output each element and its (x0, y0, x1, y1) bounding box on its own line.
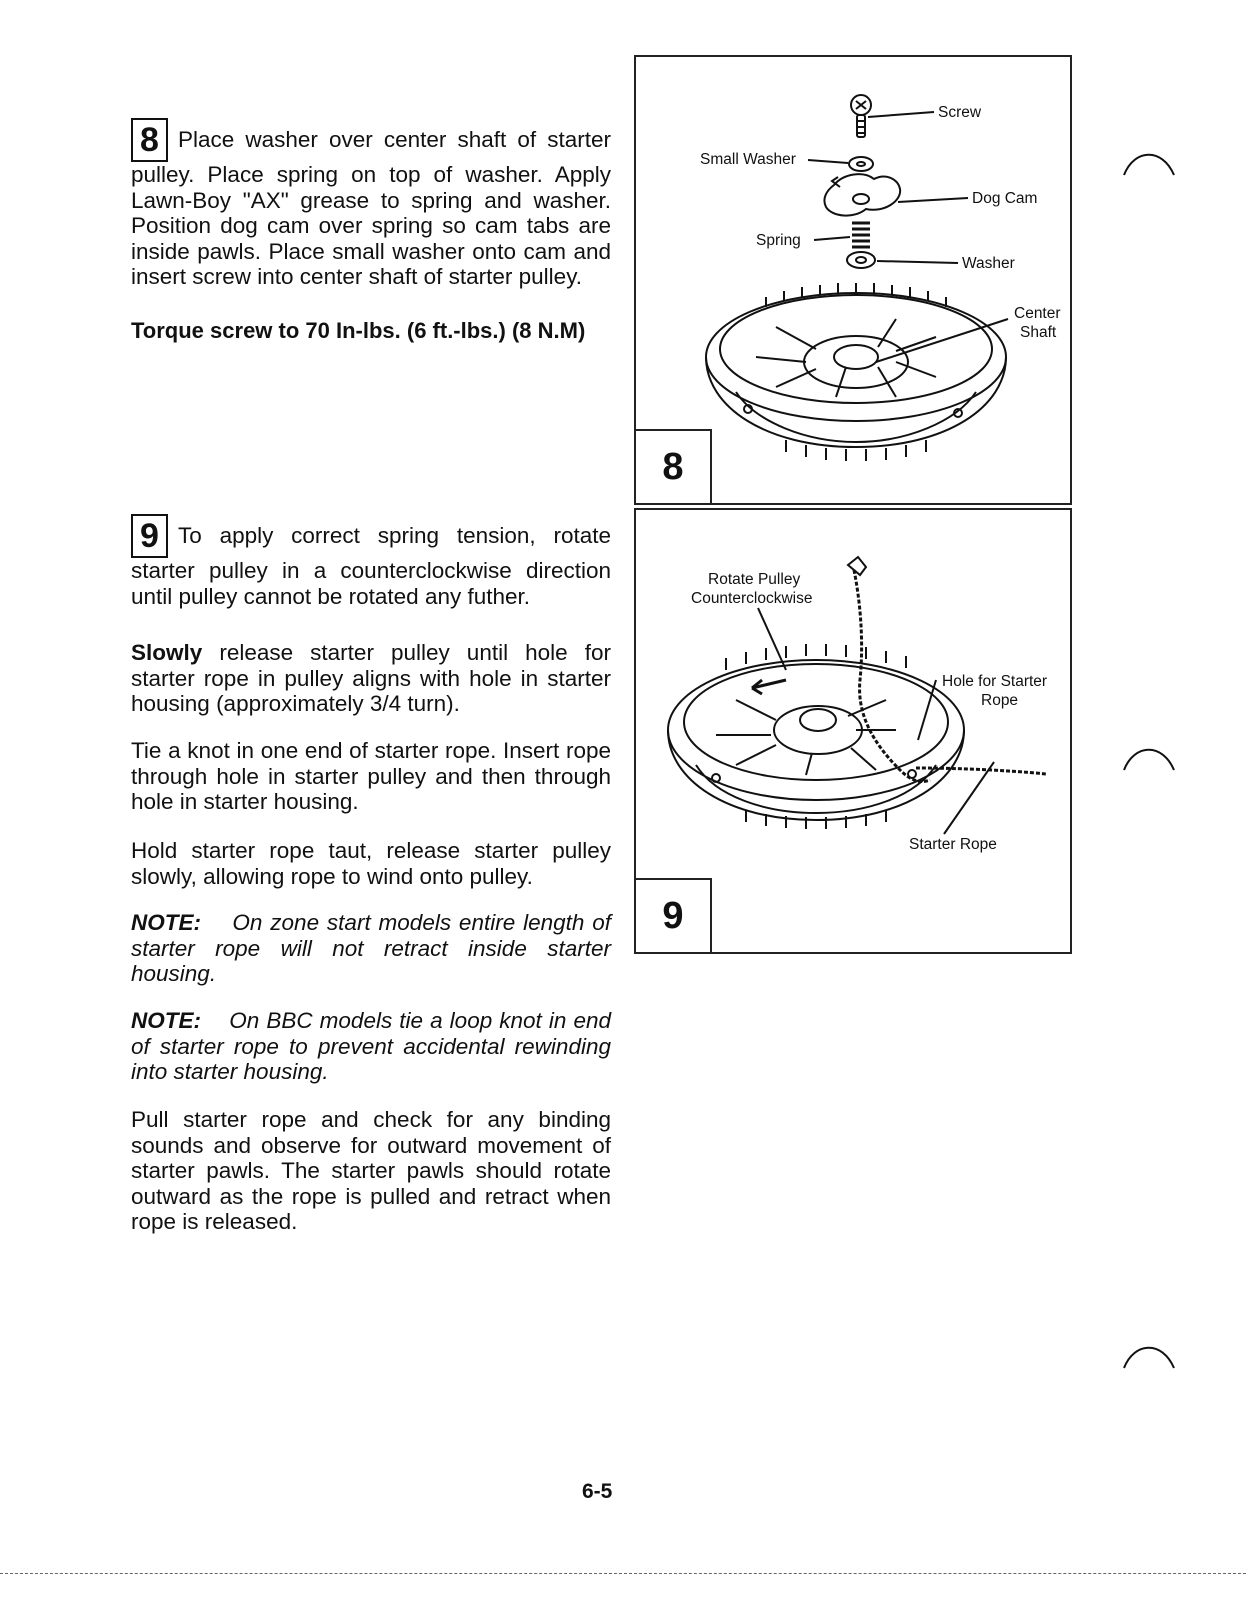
label-counterclockwise: Counterclockwise (691, 590, 813, 607)
binder-hole-mark (1118, 145, 1178, 185)
hold-paragraph: Hold starter rope taut, release starter pulley slowly, allowing rope to wind onto pulley. (131, 838, 611, 889)
figure-9 (634, 508, 1072, 954)
label-dog-cam: Dog Cam (972, 190, 1038, 207)
step-8-text: Place washer over center shaft of starter pulley. Place spring on top of washer. Apply Lawn-Boy "AX" grease to spring and washer. Position dog cam over spring so cam tabs are inside pawls. Place small washer onto cam and insert screw into center shaft of starter pulley. (131, 127, 611, 289)
label-rope: Rope (981, 692, 1019, 709)
torque-spec: Torque screw to 70 In-lbs. (6 ft.-lbs.) (8 N.M) (131, 318, 586, 343)
page-number: 6-5 (582, 1480, 613, 1503)
note-1-text: On zone start models entire length of starter rope will not retract inside starter housing. (131, 910, 611, 986)
bottom-rule (0, 1573, 1246, 1575)
tie-paragraph: Tie a knot in one end of starter rope. Insert rope through hole in starter pulley and then through hole in starter housing. (131, 738, 611, 814)
label-washer: Washer (962, 255, 1015, 272)
step-9-number: 9 (131, 514, 168, 558)
note-1-lead: NOTE: (131, 910, 201, 935)
step-9-paragraph (131, 514, 611, 609)
note-2-lead: NOTE: (131, 1008, 201, 1033)
binder-hole-mark (1118, 1338, 1178, 1378)
step-9-text: To apply correct spring tension, rotate starter pulley in a counterclockwise direction until pulley cannot be rotated any futher. (131, 523, 611, 609)
step-8-paragraph (131, 118, 611, 290)
label-screw: Screw (938, 104, 982, 121)
slowly-lead: Slowly (131, 640, 203, 665)
figure-9-number: 9 (634, 878, 712, 954)
label-rotate-pulley: Rotate Pulley (708, 571, 801, 588)
figure-8 (634, 55, 1072, 505)
figure-8-number: 8 (634, 429, 712, 505)
label-spring: Spring (756, 232, 801, 249)
step-8-number: 8 (131, 118, 168, 162)
slowly-paragraph (131, 640, 611, 717)
label-hole-for-starter: Hole for Starter (942, 673, 1048, 690)
slowly-text: release starter pulley until hole for starter rope in pulley aligns with hole in starter housing (approximately 3/4 turn). (131, 640, 611, 716)
note-2-text: On BBC models tie a loop knot in end of starter rope to prevent accidental rewinding into starter housing. (131, 1008, 611, 1084)
note-2 (131, 1008, 611, 1085)
binder-hole-mark (1118, 740, 1178, 780)
label-shaft: Shaft (1020, 324, 1057, 341)
pull-paragraph: Pull starter rope and check for any binding sounds and observe for outward movement of starter pawls. The starter pawls should rotate outward as the rope is pulled and retract when rope is released. (131, 1107, 611, 1234)
label-small-washer: Small Washer (700, 151, 796, 168)
label-center: Center (1014, 305, 1061, 322)
label-starter-rope: Starter Rope (909, 836, 997, 853)
note-1 (131, 910, 611, 987)
